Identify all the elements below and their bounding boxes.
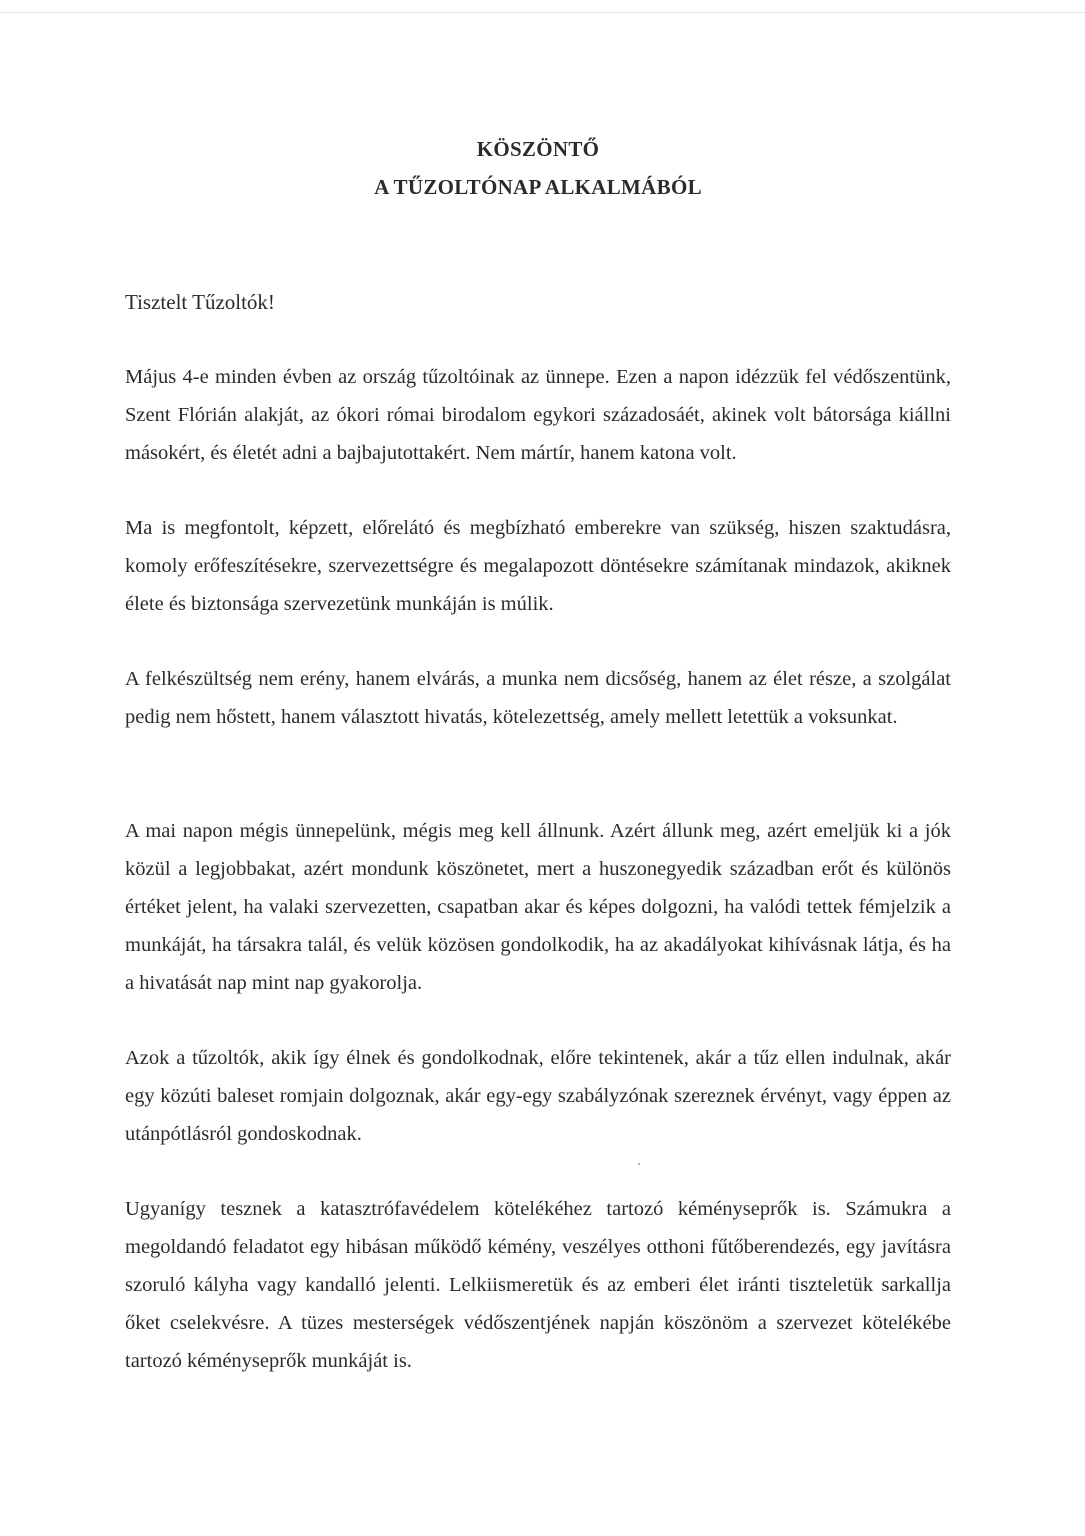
scan-top-edge bbox=[0, 12, 1085, 13]
paragraph-2: Ma is megfontolt, képzett, előrelátó és megbízható emberekre van szükség, hiszen szaktudásra, komoly erőfeszítésekre, szervezettségre és megalapozott döntésekre számítanak mindazok, akiknek élete és biztonsága szervezetünk munkáján is múlik. bbox=[125, 517, 951, 615]
paragraph-3: A felkészültség nem erény, hanem elvárás, a munka nem dicsőség, hanem az élet része, a szolgálat pedig nem hőstett, hanem választott hivatás, kötelezettség, amely mellett letettük a voksunkat. bbox=[125, 668, 951, 728]
scan-speck bbox=[638, 1163, 640, 1165]
paragraph-6: Ugyanígy tesznek a katasztrófavédelem kötelékéhez tartozó kéményseprők is. Számukra a megoldandó feladatot egy hibásan működő kémény, veszélyes otthoni fűtőberendezés, egy javításra szoruló kályha vagy kandalló jelenti. Lelkiismeretük és az emberi élet iránti tiszteletük sarkallja őket cselekvésre. A tüzes mesterségek védőszentjének napján köszönöm a szervezet kötelékébe tartozó kéményseprők munkáját is. bbox=[125, 1198, 951, 1372]
paragraph-1: Május 4-e minden évben az ország tűzoltóinak az ünnepe. Ezen a napon idézzük fel védőszentünk, Szent Flórián alakját, az ókori római birodalom egykori századosáét, akinek volt bátorsága kiállni másokért, és életét adni a bajbajutottakért. Nem mártír, hanem katona volt. bbox=[125, 366, 951, 464]
document-title: KÖSZÖNTŐ bbox=[476, 137, 600, 161]
paragraph-4: A mai napon mégis ünnepelünk, mégis meg kell állnunk. Azért állunk meg, azért emeljük ki a jók közül a legjobbakat, azért mondunk köszönetet, mert a huszonegyedik században erőt és különös értéket jelent, ha valaki szervezetten, csapatban akar és képes dolgozni, ha valódi tettek fémjelzik a munkáját, ha társakra talál, és velük közösen gondolkodik, ha az akadályokat kihívásnak látja, és ha a hivatását nap mint nap gyakorolja. bbox=[125, 820, 951, 994]
greeting: Tisztelt Tűzoltók! bbox=[125, 290, 275, 314]
document-subtitle: A TŰZOLTÓNAP ALKALMÁBÓL bbox=[374, 175, 702, 199]
paragraph-5: Azok a tűzoltók, akik így élnek és gondolkodnak, előre tekintenek, akár a tűz ellen indulnak, akár egy közúti baleset romjain dolgoznak, akár egy-egy szabályzónak szereznek érvényt, vagy éppen az utánpótlásról gondoskodnak. bbox=[125, 1047, 951, 1145]
